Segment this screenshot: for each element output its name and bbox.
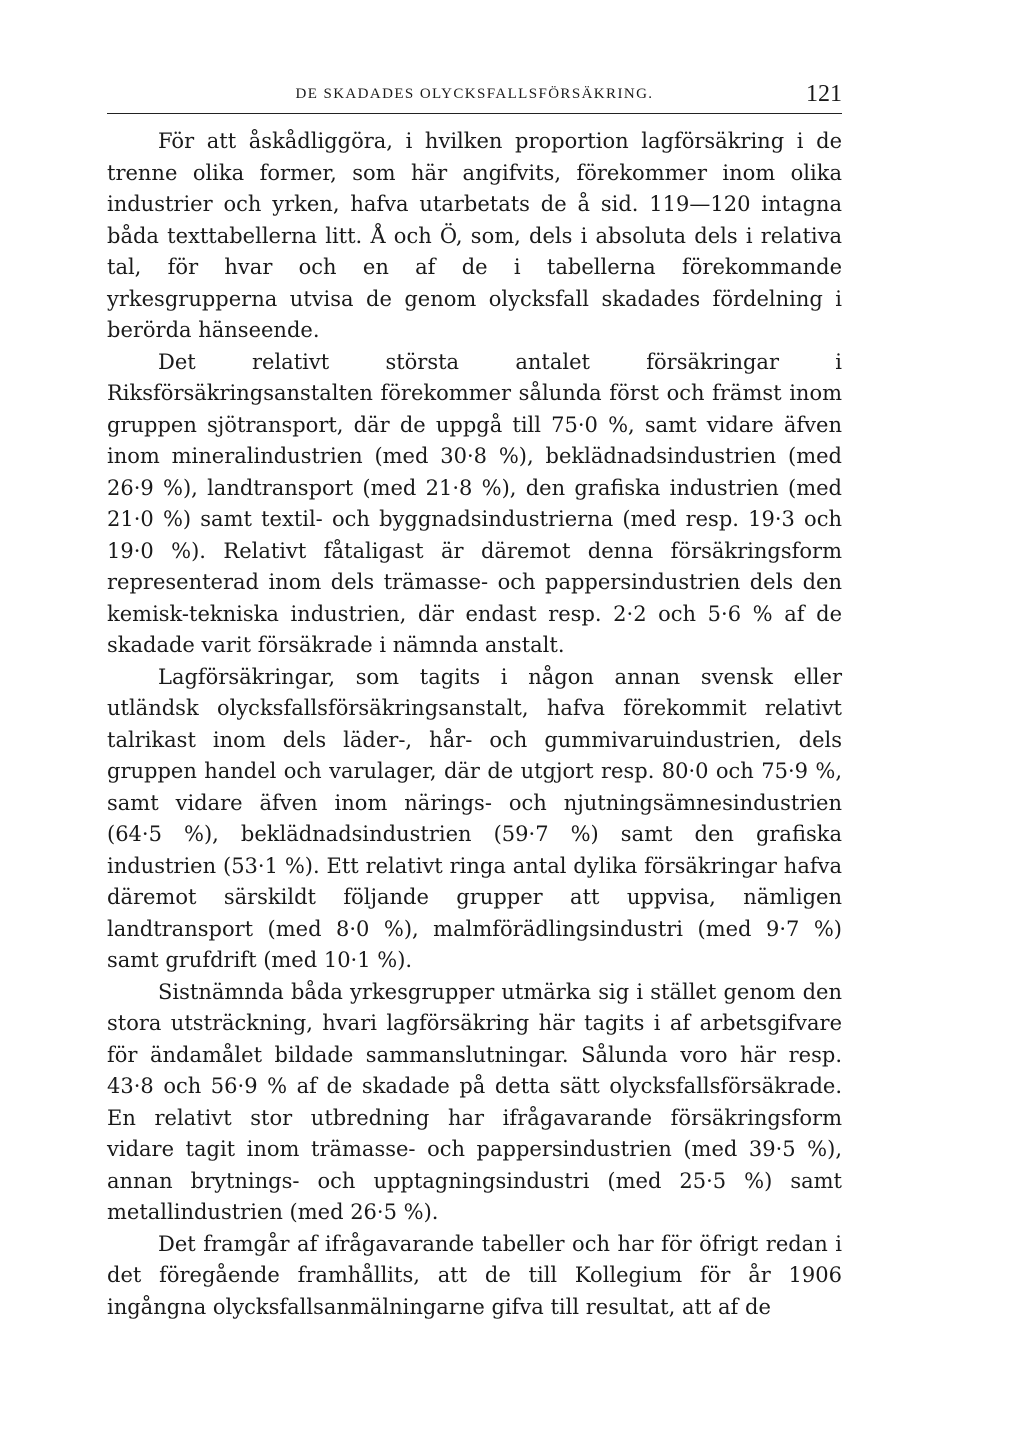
paragraph-5: Det framgår af ifrågavarande tabeller och har för öfrigt redan i det föregående framhållits, att de till Kollegium för år 1906 ingångna olycksfallsanmälningarne gifva till resultat, att af de <box>107 1231 842 1319</box>
paragraph-2: Det relativt största antalet försäkringar i Riksförsäkringsanstalten förekommer sålunda först och främst inom gruppen sjötransport, där de uppgå till 75·0 %, samt vidare äfven inom mineralindustrien (med 30·8 %), beklädnadsindustrien (med 26·9 %), landtransport (med 21·8 %), den grafiska industrien (med 21·0 %) samt textil- och byggnadsindustrierna (med resp. 19·3 och 19·0 %). Relativt fåtaligast är däremot denna försäkringsform representerad inom dels trämasse- och pappersindustrien dels den kemisk-tekniska industrien, där endast resp. 2·2 och 5·6 % af de skadade varit försäkrade i nämnda anstalt. <box>107 349 842 657</box>
paragraph-1: För att åskådliggöra, i hvilken proportion lagförsäkring i de trenne olika former, som här angifvits, förekommer inom olika industrier och yrken, hafva utarbetats de å sid. 119—120 intagna båda texttabellerna litt. Å och Ö, som, dels i absoluta dels i relativa tal, för hvar och en af de i tabellerna förekommande yrkesgrupperna utvisa de genom olycksfall skadades fördelning i berörda hänseende. <box>107 129 842 342</box>
running-head <box>107 81 842 110</box>
paragraph-4: Sistnämnda båda yrkesgrupper utmärka sig i stället genom den stora utsträckning, hvari lagförsäkring här tagits i af arbetsgifvare för ändamålet bildade sammanslutningar. Sålunda voro här resp. 43·8 och 56·9 % af de skadade på detta sätt olycksfallsförsäkrade. En relativt stor utbredning har ifrågavarande försäkringsform vidare tagit inom trämasse- och pappersindustrien (med 39·5 %), annan brytnings- och upptagningsindustri (med 25·5 %) samt metallindustrien (med 26·5 %). <box>107 979 842 1224</box>
body-text <box>107 126 842 1323</box>
paragraph-3: Lagförsäkringar, som tagits i någon annan svensk eller utländsk olycksfallsförsäkringsanstalt, hafva förekommit relativt talrikast inom dels läder-, hår- och gummivaruindustrien, dels gruppen handel och varulager, där de utgjort resp. 80·0 och 75·9 %, samt vidare äfven inom närings- och njutningsämnesindustrien (64·5 %), beklädnadsindustrien (59·7 %) samt den grafiska industrien (53·1 %). Ett relativt ringa antal dylika försäkringar hafva däremot särskildt följande grupper att uppvisa, nämligen landtransport (med 8·0 %), malmförädlingsindustri (med 9·7 %) samt grufdrift (med 10·1 %). <box>107 664 842 972</box>
running-title: DE SKADADES OLYCKSFALLSFÖRSÄKRING. <box>295 86 654 102</box>
header-rule <box>107 113 842 114</box>
page-number: 121 <box>806 81 842 107</box>
